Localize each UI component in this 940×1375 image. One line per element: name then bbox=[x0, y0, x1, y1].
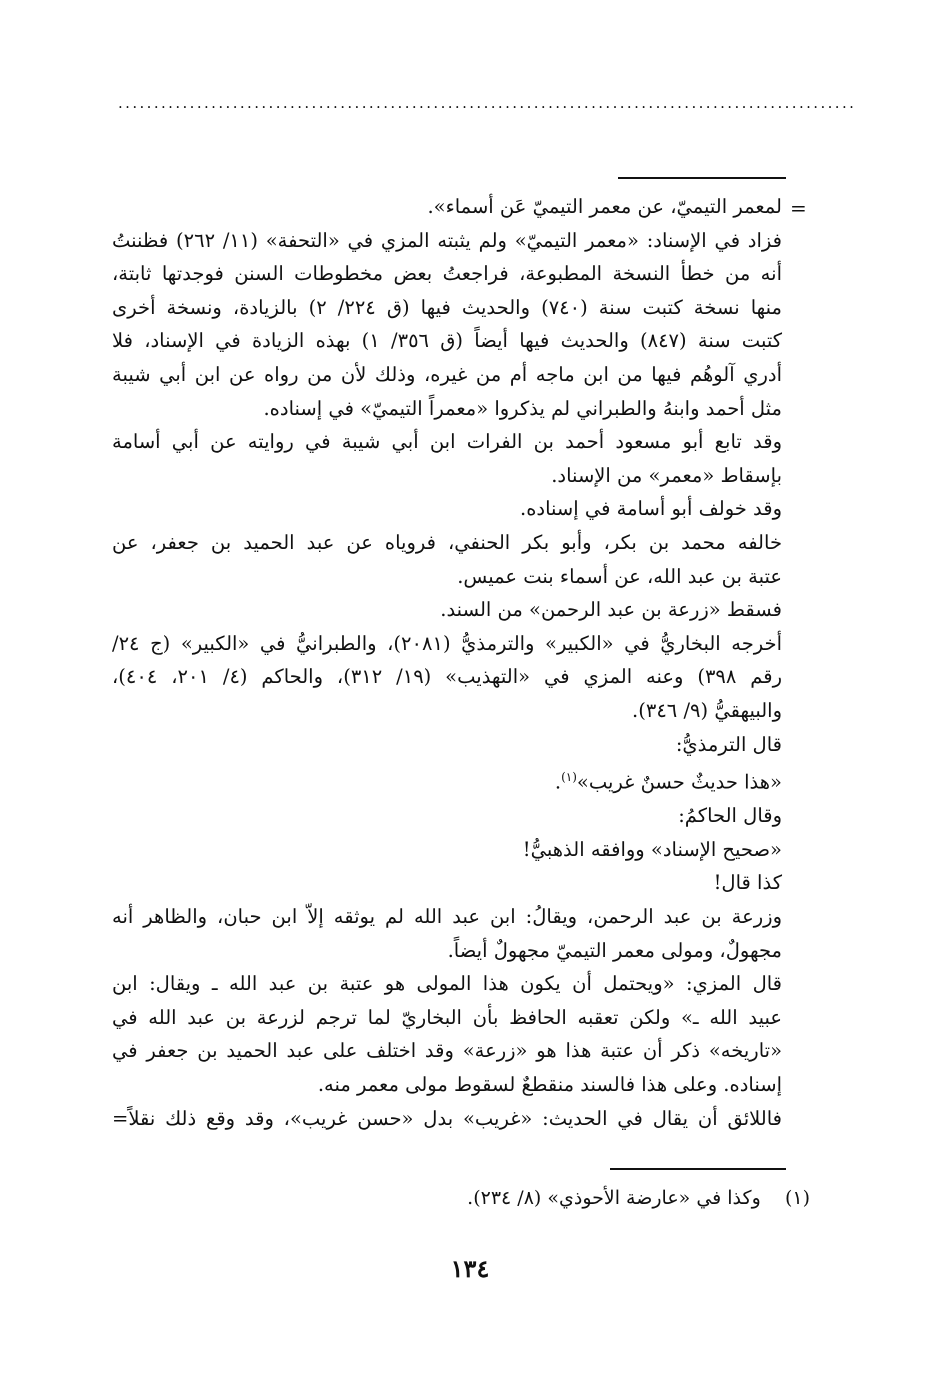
text-line-content: «هذا حديثٌ حسنٌ غريب» bbox=[576, 770, 782, 794]
text-line bbox=[112, 934, 782, 968]
footnote-separator-rule bbox=[610, 1168, 786, 1170]
text-line-content: أنه من خطأ النسخة المطبوعة، فراجعتُ بعض مخطوطات السنن فوجدتها ثابتة، bbox=[112, 262, 782, 286]
top-separator-rule bbox=[618, 177, 786, 179]
text-line bbox=[112, 425, 782, 459]
text-line bbox=[112, 459, 782, 493]
text-line bbox=[112, 1034, 782, 1068]
text-line-content: «تاريخه» ذكر أن عتبة هذا هو «زرعة» وقد اختلف على عبد الحميد بن جعفر في bbox=[112, 1039, 782, 1063]
text-line-content: والبيهقيُّ (٩/ ٣٤٦). bbox=[632, 698, 782, 722]
main-text-block bbox=[112, 190, 782, 1135]
text-line-content: خالفه محمد بن بكر، وأبو بكر الحنفي، فروياه عن عبد الحميد بن جعفر، عن bbox=[112, 530, 782, 554]
text-line-content: أخرجه البخاريُّ في «الكبير» والترمذيُّ (٢٠٨١)، والطبرانيُّ في «الكبير» (ج ٢٤/ bbox=[112, 631, 782, 655]
text-line-content: لمعمر التيميّ، عن معمر التيميّ عَن أسماء». bbox=[427, 195, 782, 218]
text-line-suffix: . bbox=[554, 770, 562, 794]
text-line-content: مثل أحمد وابنهُ والطبراني لم يذكروا «معمراً التيميّ» في إسناده. bbox=[263, 396, 782, 420]
text-line bbox=[112, 190, 782, 224]
footnote-text: وكذا في «عارضة الأحوذي» (٨/ ٢٣٤). bbox=[467, 1187, 761, 1209]
footnote bbox=[130, 1182, 810, 1214]
text-line bbox=[112, 224, 782, 258]
text-line-content: وزرعة بن عبد الرحمن، ويقالُ: ابن عبد الله لم يوثقه إلاّ ابن حبان، والظاهر أنه bbox=[112, 904, 782, 928]
text-line bbox=[112, 257, 782, 291]
text-line-content: منها نسخة كتبت سنة (٧٤٠) والحديث فيها (ق ٢٢٤/ ٢) بالزيادة، ونسخة أخرى bbox=[112, 295, 782, 319]
text-line-content: وقال الحاكمُ: bbox=[678, 804, 782, 828]
text-line bbox=[112, 627, 782, 661]
text-line bbox=[112, 560, 782, 594]
text-line-content: فسقط «زرعة بن عبد الرحمن» من السند. bbox=[440, 598, 782, 622]
text-line-content: عبيد الله ـ» ولكن تعقبه الحافظ بأن البخاريّ لما ترجم لزرعة بن عبد الله في bbox=[112, 1005, 782, 1029]
text-line bbox=[112, 1001, 782, 1035]
text-line-content: إسناده. وعلى هذا فالسند منقطعٌ لسقوط مولى معمر منه. bbox=[317, 1072, 782, 1096]
text-line bbox=[112, 799, 782, 833]
text-line-content: «صحيح الإسناد» ووافقه الذهبيُّ! bbox=[522, 837, 782, 861]
page-number: ١٣٤ bbox=[450, 1254, 490, 1283]
text-line bbox=[112, 324, 782, 358]
text-line bbox=[112, 526, 782, 560]
text-line bbox=[112, 728, 782, 762]
text-line-content: أدري آلوهُم فيها من ابن ماجه أم من غيره، وذلك لأن من رواه عن ابن أبي شيبة bbox=[112, 362, 782, 386]
text-line-content: رقم ٣٩٨) وعنه المزي في «التهذيب» (١٩/ ٣١٢)، والحاكم (٤/ ٢٠١، ٤٠٤)، bbox=[112, 665, 782, 689]
text-line-content: وقد خولف أبو أسامة في إسناده. bbox=[520, 497, 782, 521]
text-line bbox=[112, 900, 782, 934]
text-line bbox=[112, 1068, 782, 1102]
text-line-content: كذا قال! bbox=[713, 871, 782, 895]
footnote-reference: (١) bbox=[561, 770, 577, 785]
text-line-content: فزاد في الإسناد: «معمر التيميّ» ولم يثبته المزي في «التحفة» (١١/ ٢٦٢) فظننتُ bbox=[112, 228, 782, 252]
text-line-content: قال الترمذيُّ: bbox=[675, 732, 782, 756]
text-line bbox=[112, 761, 782, 799]
text-line bbox=[112, 660, 782, 694]
text-line-content: فاللائق أن يقال في الحديث: «غريب» بدل «حسن غريب»، وقد وقع ذلك نقلاً= bbox=[112, 1106, 782, 1130]
text-line bbox=[112, 1102, 782, 1136]
text-line-content: وقد تابع أبو مسعود أحمد بن الفرات ابن أبي شيبة في روايته عن أبي أسامة bbox=[112, 430, 782, 454]
text-line bbox=[112, 866, 782, 900]
text-line-content: عتبة بن عبد الله، عن أسماء بنت عميس. bbox=[457, 564, 782, 588]
footnote-number: (١) bbox=[784, 1187, 810, 1209]
text-line bbox=[112, 967, 782, 1001]
text-line-content: قال المزي: «ويحتمل أن يكون هذا المولى هو عتبة بن عبد الله ـ ويقال: ابن bbox=[112, 972, 782, 996]
text-line bbox=[112, 593, 782, 627]
continuation-mark: = bbox=[790, 196, 807, 220]
text-line-content: كتبت سنة (٨٤٧) والحديث فيها أيضاً (ق ٣٥٦/ ١) بهذه الزيادة في الإسناد، فلا bbox=[112, 329, 783, 353]
text-line bbox=[112, 694, 782, 728]
text-line bbox=[112, 833, 782, 867]
text-line bbox=[112, 291, 782, 325]
text-line-content: بإسقاط «معمر» من الإسناد. bbox=[551, 463, 782, 487]
text-line bbox=[112, 492, 782, 526]
dotted-header-rule: ....................................................................................................... bbox=[118, 94, 857, 112]
text-line bbox=[112, 358, 782, 392]
text-line-content: مجهولٌ، ومولى معمر التيميّ مجهولٌ أيضاً. bbox=[447, 938, 782, 962]
text-line bbox=[112, 392, 782, 426]
